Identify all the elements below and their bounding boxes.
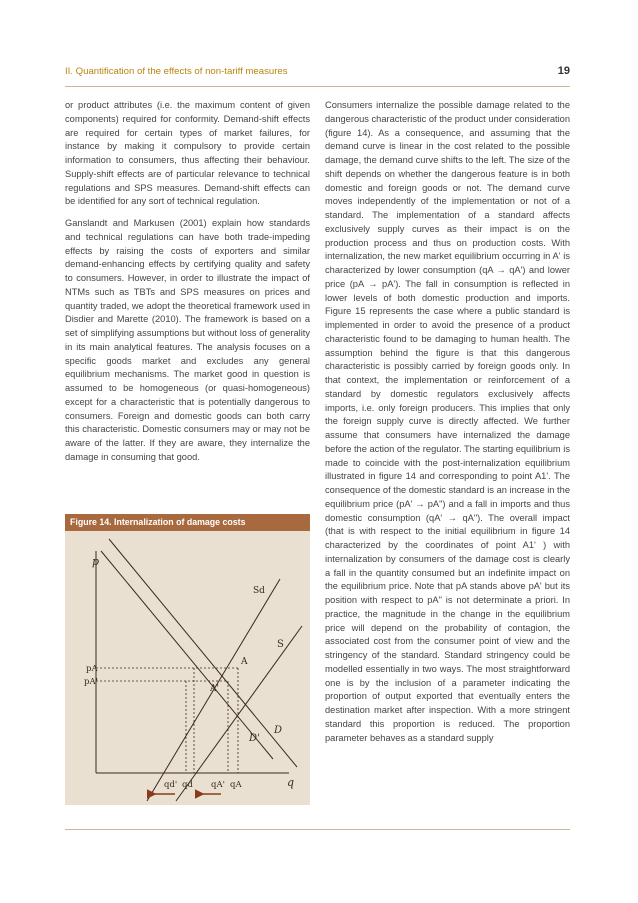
left-column xyxy=(65,99,310,473)
label-point-a: A xyxy=(241,657,248,667)
label-p-axis: p xyxy=(92,555,100,568)
right-column xyxy=(325,99,570,753)
label-supply-total: S xyxy=(277,639,284,650)
figure-title: Figure 14. Internalization of damage costs xyxy=(65,514,310,531)
page-number: 19 xyxy=(557,65,570,77)
demand-curve-d xyxy=(109,539,297,767)
label-qa-prime: qA' xyxy=(211,780,225,790)
label-qa: qA xyxy=(230,780,242,790)
label-pa-prime: pA' xyxy=(84,677,98,687)
label-qd-prime: qd' xyxy=(164,780,178,790)
label-demand: D xyxy=(274,725,283,736)
figure-chart xyxy=(65,531,310,805)
label-qd: qd xyxy=(182,780,193,790)
label-q-axis: q xyxy=(287,776,295,789)
demand-curve-d-prime xyxy=(101,551,273,759)
label-supply-domestic: Sd xyxy=(253,586,265,596)
left-paragraph-2: Ganslandt and Markusen (2001) explain how standards and technical regulations can have both trade-impeding effects by raising the costs of exporters and similar demand-enhancing effects by certifying quality and safety to consumers. However, in order to illustrate the impact of NTMs such as TBTs and SPS measures on prices and quantity traded, we adopt the theoretical framework used in Disdier and Marette (2010). The framework is based on a set of simplifying assumptions but without loss of generality in its main analytical features. The analysis focuses on a specific goods market and excludes any general equilibrium mechanisms. The market good in question is assumed to be homogeneous (or quasi-homogeneous) except for a characteristic that is potentially dangerous to consumers. Foreign and domestic goods can both carry this characteristic. Domestic consumers may or may not be aware of the latter. If they are aware, they internalize the damage in consuming that good. xyxy=(65,218,310,462)
label-pa: pA xyxy=(86,664,98,674)
running-header-title: II. Quantification of the effects of non-tariff measures xyxy=(65,66,288,77)
footer-rule xyxy=(65,829,570,830)
figure-diagram xyxy=(65,531,310,805)
header-rule xyxy=(65,86,570,87)
label-demand-prime: D' xyxy=(249,733,260,744)
supply-curve-total xyxy=(176,626,302,801)
page-header xyxy=(65,66,570,82)
left-paragraph-1: or product attributes (i.e. the maximum content of given components) required for conformity. Demand-shift effects are required for certain types of market failures, for instance by making it compulsory to provide certain information to consumers, thus affecting their behaviour. Supply-shift effects are of particular relevance to technical regulations and SPS measures. Demand-shift effects can be identified for any sort of technical regulation. xyxy=(65,100,310,207)
label-point-a-prime: A' xyxy=(210,684,219,694)
right-paragraph-1: Consumers internalize the possible damage related to the dangerous characteristic of the product under consideration (figure 14). As a consequence, and assuming that the demand curve is linear in the cost related to the possible damage, the demand curve shifts to the left. The size of the shift depends on whether the dangerous feature is in both domestic and foreign goods or not. The demand curve moves independently of the implementation or not of a standard. The implementation of a standard affects exclusively supply curves as their impact is on the production process and thus on production costs. With internalization, the new market equilibrium occurring in A' is characterized by lower consumption (qA → qA') and lower price (pA → pA'). The fall in consumption is reflected in lower levels of both domestic production and imports. Figure 15 represents the case where a public standard is implemented in order to avoid the presence of a product characteristic found to be damaging to human health. The assumption behind the figure is that this dangerous characteristic is possibly carried by foreign goods only. In that context, the implementation or reinforcement of a standard by domestic regulators exclusively affects imports, i.e. only foreign producers. This implies that only the foreign supply curve is directly affected. We further assume that consumers have internalized the damage before the action of the regulator. The starting equilibrium is made to coincide with the post-internalization equilibrium illustrated in figure 14 and corresponding to point A1'. The consequence of the domestic standard is an increase in the equilibrium price (pA' → pA") and a fall in imports and thus domestic consumption (qA' → qA"). The overall impact (that is with respect to the initial equilibrium in figure 14 characterized by the coordinates of point A1' ) with internalization by consumers of the damage cost is clearly a fall in the quantity consumed but an indefinite impact on the equilibrium price. Note that pA stands above pA' but its position with respect to pA" is not determinate a priori. In practice, the magnitude in the change in the equilibrium price will depend on the probability of contagion, the associated cost from the consumer point of view and the stringency of the standard. Standard stringency could be modelled essentially in two ways. The most straightforward one is by the inclusion of a parameter indicating the proportion of output exported that eventually enters the destination market after inspection. With a more stringent standard this proportion is reduced. The proportion parameter behaves as a standard supply xyxy=(325,100,570,743)
